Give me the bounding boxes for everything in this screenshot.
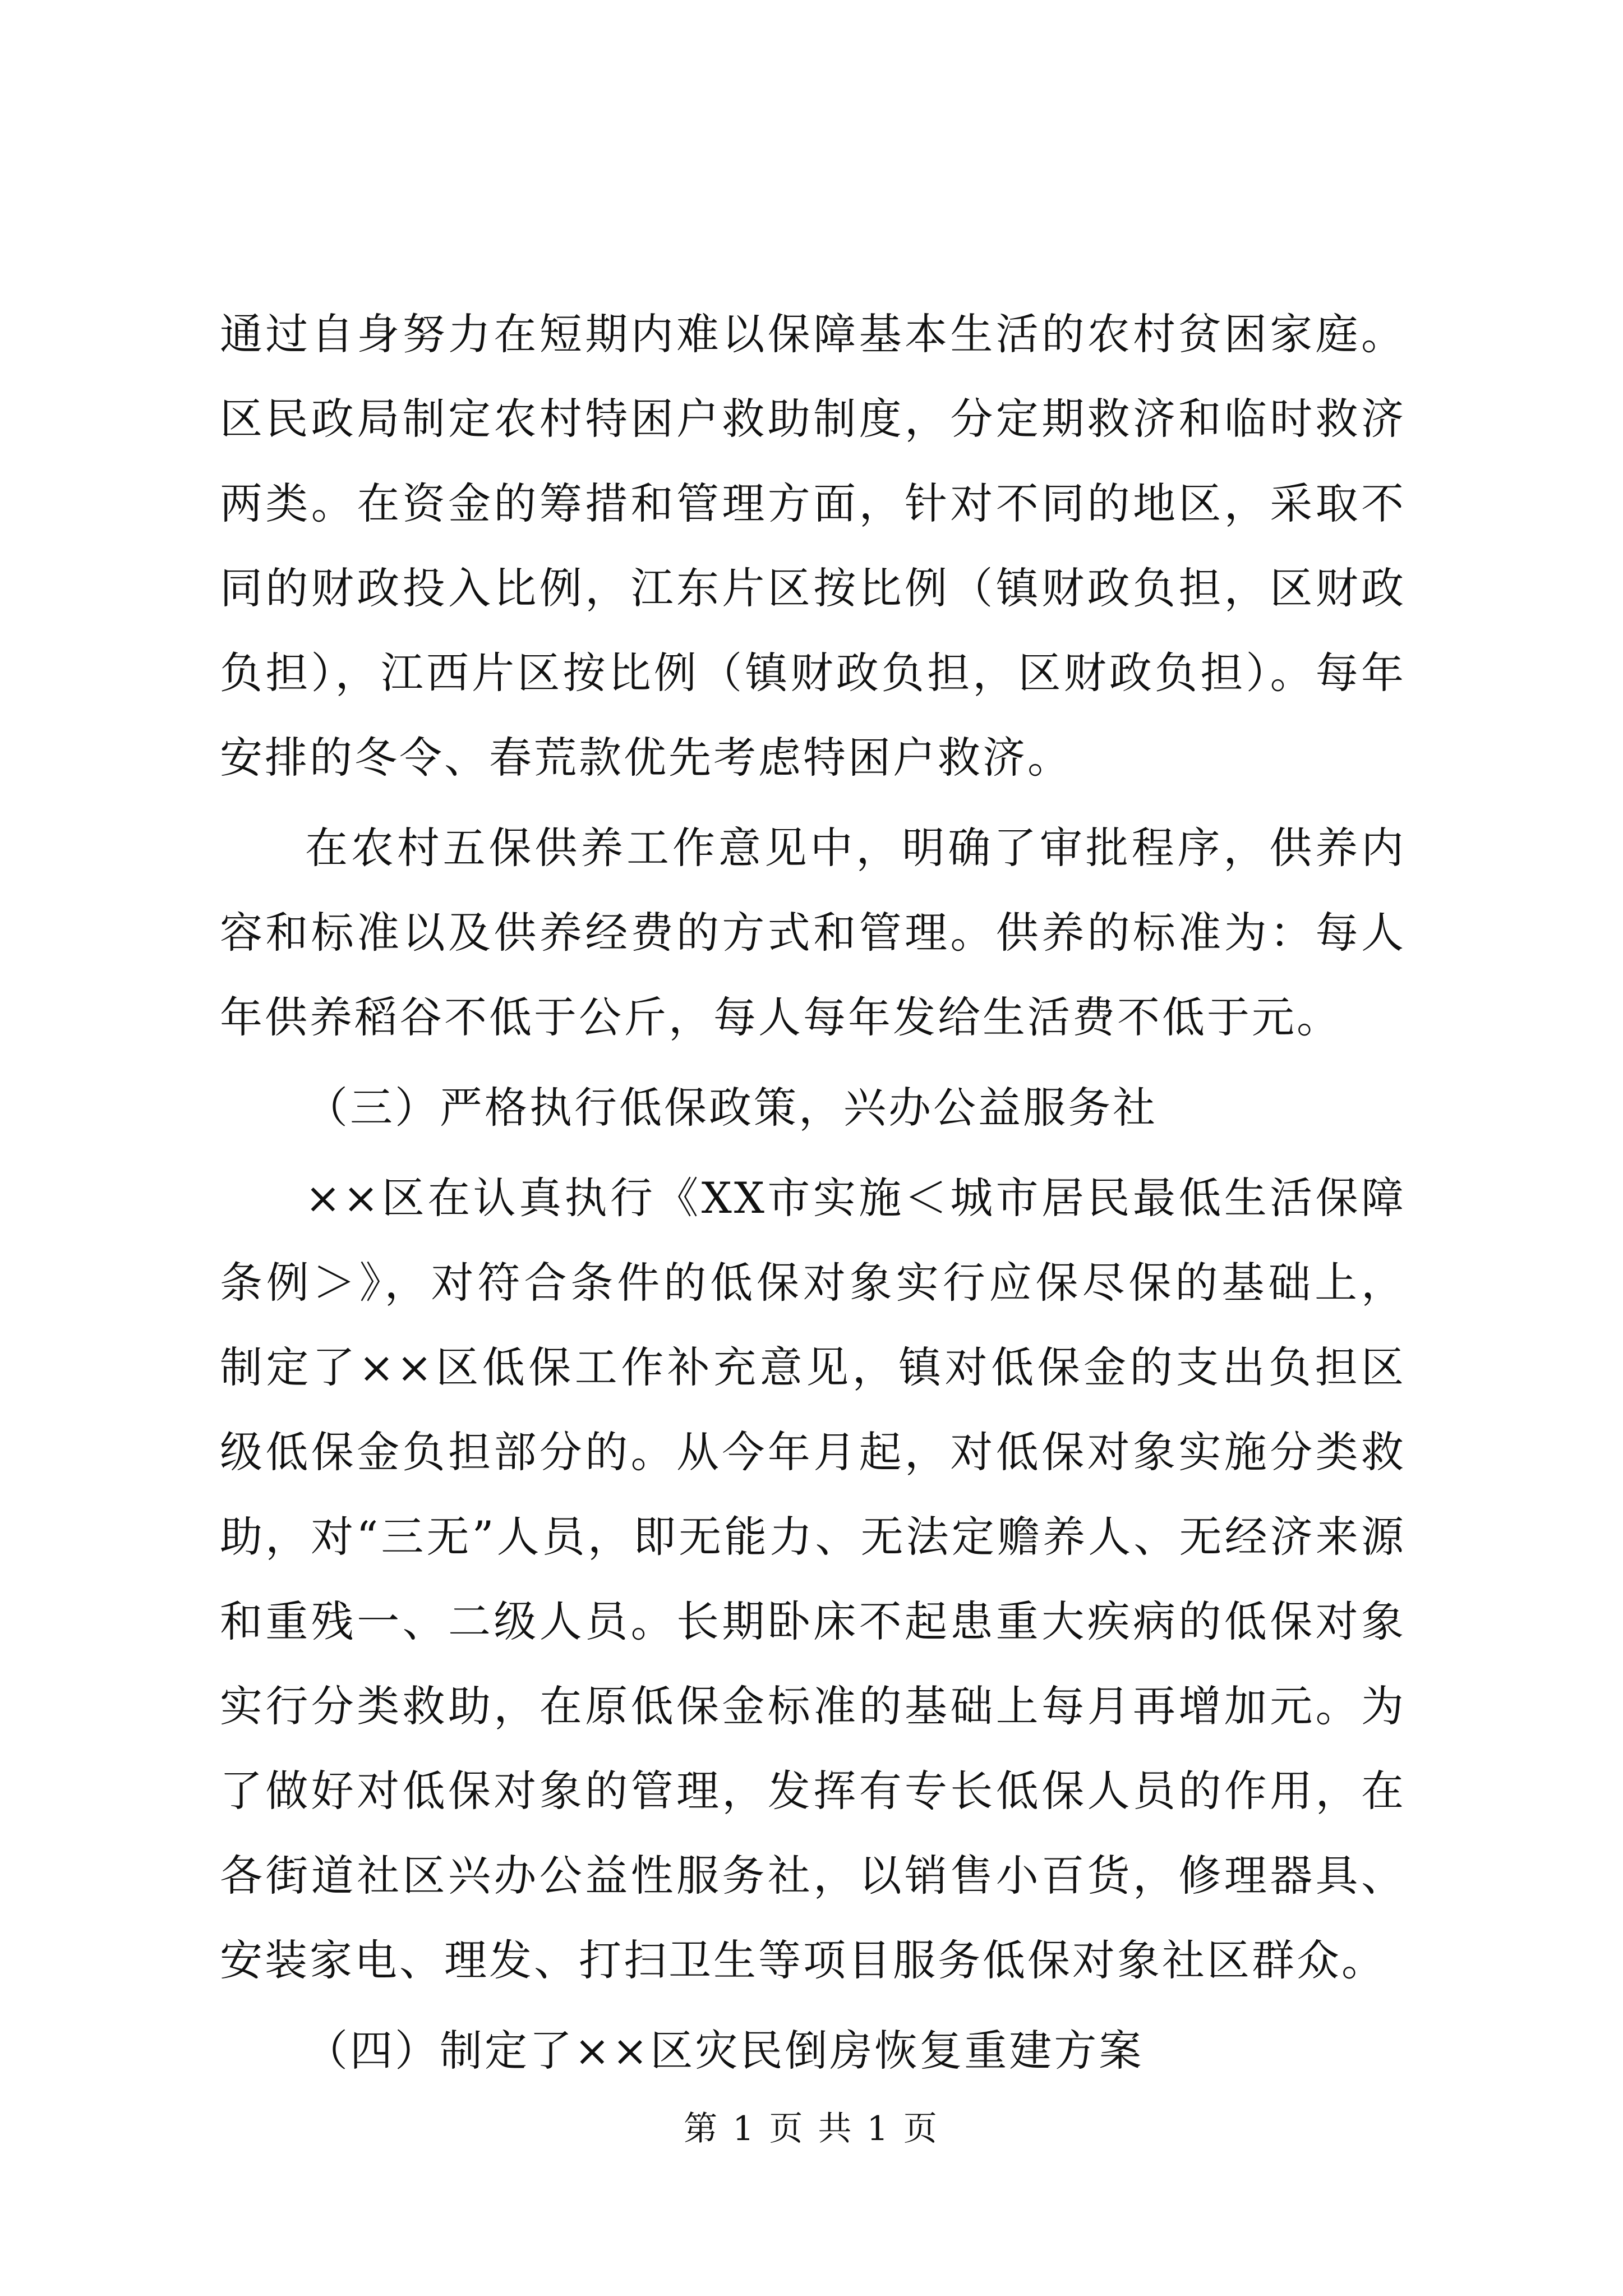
paragraph-minimum-living-security: ××区在认真执行《XX市实施＜城市居民最低生活保障条例＞》，对符合条件的低保对象实行应保尽保的基础上，制定了××区低保工作补充意见，镇对低保金的支出负担区级低保金负担部分的。从今年月起，对低保对象实施分类救助，对“三无”人员，即无能力、无法定赡养人、无经济来源和重残一、二级人员。长期卧床不起患重大疾病的低保对象实行分类救助，在原低保金标准的基础上每月再增加元。为了做好对低保对象的管理，发挥有专长低保人员的作用，在各街道社区兴办公益性服务社，以销售小百货，修理器具、安装家电、理发、打扫卫生等项目服务低保对象社区群众。 (220, 1173, 1406, 1985)
document-body (220, 292, 1406, 2099)
page-footer: 第 1 页 共 1 页 (684, 2109, 939, 2148)
paragraph-special-poverty-relief: 通过自身努力在短期内难以保障基本生活的农村贫困家庭。区民政局制定农村特困户救助制度，分定期救济和临时救济两类。在资金的筹措和管理方面，针对不同的地区，采取不同的财政投入比例，江东片区按比例（镇财政负担，区财政负担），江西片区按比例（镇财政负担，区财政负担）。每年安排的冬令、春荒款优先考虑特困户救济。 (220, 309, 1406, 783)
section-heading-three: （三）严格执行低保政策，兴办公益服务社 (305, 1083, 1158, 1133)
paragraph-five-guarantees: 在农村五保供养工作意见中，明确了审批程序，供养内容和标准以及供养经费的方式和管理。供养的标准为：每人年供养稻谷不低于公斤，每人每年发给生活费不低于元。 (220, 823, 1406, 1042)
section-heading-four: （四）制定了××区灾民倒房恢复重建方案 (305, 2026, 1144, 2076)
